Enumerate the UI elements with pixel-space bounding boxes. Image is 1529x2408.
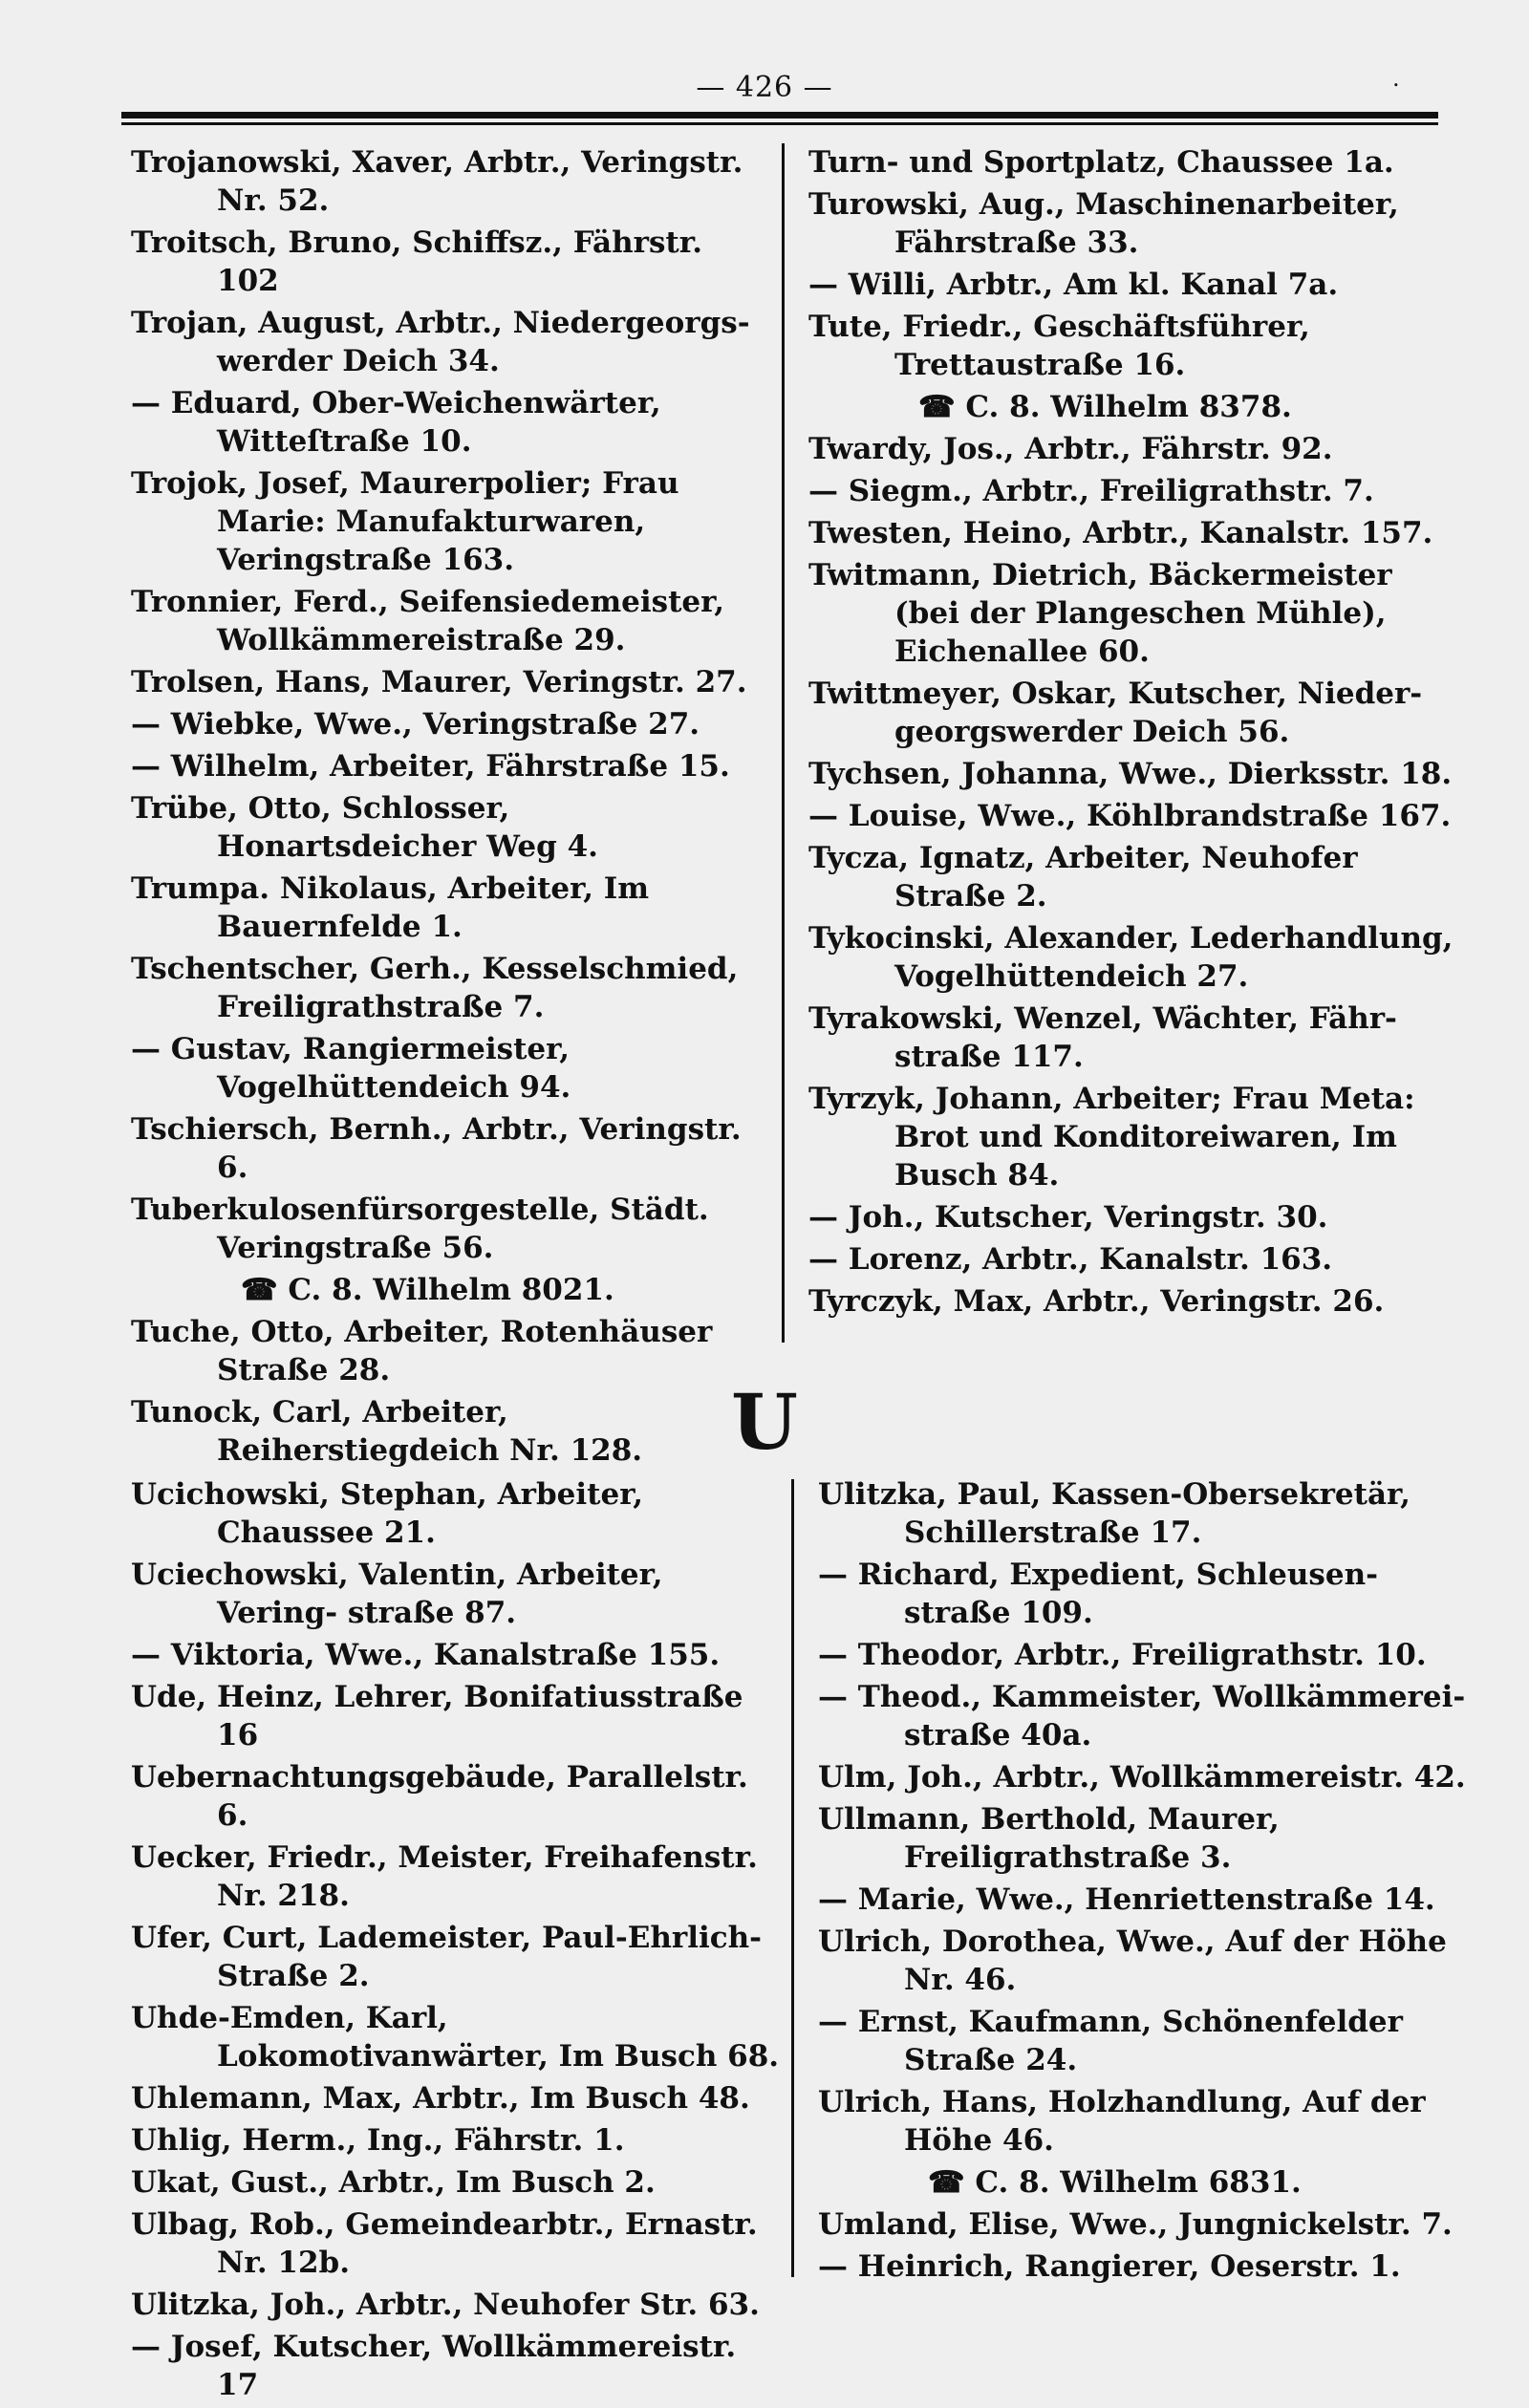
- directory-entry: Trolsen, Hans, Maurer, Veringstr. 27.: [131, 665, 747, 699]
- directory-entry: Ude, Heinz, Lehrer, Bonifatiusstraße 16: [131, 1680, 743, 1752]
- directory-entry: Trübe, Otto, Schlosser, Honartsdeicher Weg 4.: [131, 791, 598, 864]
- directory-entry: — Heinrich, Rangierer, Oeserstr. 1.: [818, 2249, 1401, 2284]
- directory-entry: Tunock, Carl, Arbeiter, Reiherstiegdeich Nr. 128.: [131, 1395, 643, 1468]
- directory-entry: Twesten, Heino, Arbtr., Kanalstr. 157.: [808, 516, 1433, 550]
- directory-entry: Ulm, Joh., Arbtr., Wollkämmereistr. 42.: [818, 1760, 1466, 1795]
- directory-entry: Uecker, Friedr., Meister, Freihafenstr. Nr. 218.: [131, 1840, 758, 1913]
- column-top-right: [808, 143, 1458, 1324]
- directory-entry: Tyrzyk, Johann, Arbeiter; Frau Meta: Brot und Konditoreiwaren, Im Busch 84.: [808, 1082, 1415, 1193]
- directory-entry: Ucichowski, Stephan, Arbeiter, Chaussee 21.: [131, 1477, 644, 1550]
- directory-entry: Twittmeyer, Oskar, Kutscher, Nieder- georgswerder Deich 56.: [808, 677, 1423, 749]
- directory-entry: — Lorenz, Arbtr., Kanalstr. 163.: [808, 1242, 1333, 1277]
- directory-entry: — Joh., Kutscher, Veringstr. 30.: [808, 1200, 1328, 1235]
- directory-entry: Uciechowski, Valentin, Arbeiter, Vering- straße 87.: [131, 1558, 663, 1630]
- directory-entry: Tute, Friedr., Geschäftsführer, Trettaustraße 16.: [808, 310, 1310, 382]
- directory-entry: Troitsch, Bruno, Schiffsz., Fährstr. 102: [131, 226, 703, 298]
- directory-entry: Ulrich, Hans, Holzhandlung, Auf der Höhe 46.: [818, 2085, 1426, 2158]
- directory-entry: Trumpa. Nikolaus, Arbeiter, Im Bauernfelde 1.: [131, 871, 650, 944]
- directory-entry: — Theodor, Arbtr., Freiligrathstr. 10.: [818, 1638, 1427, 1672]
- directory-entry: Tronnier, Ferd., Seifensiedemeister, Wollkämmereistraße 29.: [131, 585, 724, 657]
- directory-entry: Tychsen, Johanna, Wwe., Dierksstr. 18.: [808, 757, 1453, 791]
- column-divider-top: [782, 143, 785, 1343]
- directory-entry: — Viktoria, Wwe., Kanalstraße 155.: [131, 1638, 721, 1672]
- column-top-left: [131, 143, 762, 1473]
- directory-entry: — Marie, Wwe., Henriettenstraße 14.: [818, 1882, 1435, 1917]
- directory-entry: — Gustav, Rangiermeister, Vogelhüttendeich 94.: [131, 1032, 571, 1105]
- header-rule-thin: [121, 122, 1438, 125]
- directory-entry: Trojanowski, Xaver, Arbtr., Veringstr. Nr. 52.: [131, 145, 743, 218]
- header-rule-thick: [121, 112, 1438, 118]
- directory-entry: — Ernst, Kaufmann, Schönenfelder Straße 24.: [818, 2005, 1403, 2077]
- directory-entry: — Willi, Arbtr., Am kl. Kanal 7a.: [808, 268, 1339, 302]
- directory-entry: Tuberkulosenfürsorgestelle, Städt. Veringstraße 56.: [131, 1193, 709, 1265]
- directory-entry: Uhlig, Herm., Ing., Fährstr. 1.: [131, 2123, 625, 2158]
- column-divider-bottom: [791, 1479, 794, 2277]
- directory-entry: Tykocinski, Alexander, Lederhandlung, Vogelhüttendeich 27.: [808, 921, 1454, 994]
- directory-entry: Twardy, Jos., Arbtr., Fährstr. 92.: [808, 432, 1333, 466]
- phone-entry: ☎ C. 8. Wilhelm 6831.: [928, 2165, 1302, 2200]
- directory-entry: Trojan, August, Arbtr., Niedergeorgs- werder Deich 34.: [131, 306, 750, 378]
- directory-entry: — Josef, Kutscher, Wollkämmereistr. 17: [131, 2330, 737, 2402]
- directory-entry: Ulrich, Dorothea, Wwe., Auf der Höhe Nr. 46.: [818, 1924, 1447, 1997]
- directory-entry: Tyrakowski, Wenzel, Wächter, Fähr- straße 117.: [808, 1001, 1397, 1074]
- directory-entry: Tycza, Ignatz, Arbeiter, Neuhofer Straße 2.: [808, 841, 1358, 914]
- directory-entry: — Richard, Expedient, Schleusen- straße 109.: [818, 1558, 1378, 1630]
- phone-entry: ☎ C. 8. Wilhelm 8378.: [918, 390, 1292, 424]
- directory-entry: Tschentscher, Gerh., Kesselschmied, Freiligrathstraße 7.: [131, 952, 739, 1024]
- phone-entry: ☎ C. 8. Wilhelm 8021.: [241, 1273, 614, 1307]
- directory-entry: Tyrczyk, Max, Arbtr., Veringstr. 26.: [808, 1284, 1385, 1319]
- directory-entry: Ullmann, Berthold, Maurer, Freiligrathstraße 3.: [818, 1802, 1280, 1875]
- directory-entry: Uhde-Emden, Karl, Lokomotivanwärter, Im Busch 68.: [131, 2001, 780, 2074]
- section-letter: U: [731, 1377, 798, 1467]
- directory-entry: Ulitzka, Joh., Arbtr., Neuhofer Str. 63.: [131, 2288, 760, 2322]
- directory-entry: — Wilhelm, Arbeiter, Fährstraße 15.: [131, 749, 730, 784]
- directory-entry: Ulbag, Rob., Gemeindearbtr., Ernastr. Nr. 12b.: [131, 2207, 758, 2280]
- directory-entry: Tuche, Otto, Arbeiter, Rotenhäuser Straße 28.: [131, 1315, 713, 1387]
- directory-entry: Ufer, Curt, Lademeister, Paul-Ehrlich- Straße 2.: [131, 1921, 763, 1993]
- directory-entry: Umland, Elise, Wwe., Jungnickelstr. 7.: [818, 2207, 1453, 2242]
- directory-entry: Turowski, Aug., Maschinenarbeiter, Fährstraße 33.: [808, 187, 1399, 260]
- directory-entry: Turn- und Sportplatz, Chaussee 1a.: [808, 145, 1394, 180]
- directory-entry: Uhlemann, Max, Arbtr., Im Busch 48.: [131, 2081, 750, 2116]
- directory-entry: Uebernachtungsgebäude, Parallelstr. 6.: [131, 1760, 748, 1833]
- directory-entry: Tschiersch, Bernh., Arbtr., Veringstr. 6.: [131, 1112, 742, 1185]
- directory-entry: Trojok, Josef, Maurerpolier; Frau Marie: Manufakturwaren, Veringstraße 163.: [131, 466, 679, 577]
- page-dot: .: [1392, 65, 1400, 92]
- directory-entry: Ukat, Gust., Arbtr., Im Busch 2.: [131, 2165, 656, 2200]
- directory-entry: Twitmann, Dietrich, Bäckermeister (bei der Plangeschen Mühle), Eichenallee 60.: [808, 558, 1392, 669]
- directory-entry: — Louise, Wwe., Köhlbrandstraße 167.: [808, 799, 1452, 833]
- directory-entry: — Eduard, Ober-Weichenwärter, Witteſtraße 10.: [131, 386, 661, 459]
- directory-entry: — Theod., Kammeister, Wollkämmerei- straße 40a.: [818, 1680, 1466, 1752]
- directory-entry: — Wiebke, Wwe., Veringstraße 27.: [131, 707, 700, 742]
- column-bottom-right: [818, 1475, 1468, 2290]
- page-number: — 426 —: [696, 71, 833, 104]
- directory-entry: Ulitzka, Paul, Kassen-Obersekretär, Schillerstraße 17.: [818, 1477, 1411, 1550]
- directory-entry: — Siegm., Arbtr., Freiligrathstr. 7.: [808, 474, 1374, 508]
- column-bottom-left: [131, 1475, 781, 2408]
